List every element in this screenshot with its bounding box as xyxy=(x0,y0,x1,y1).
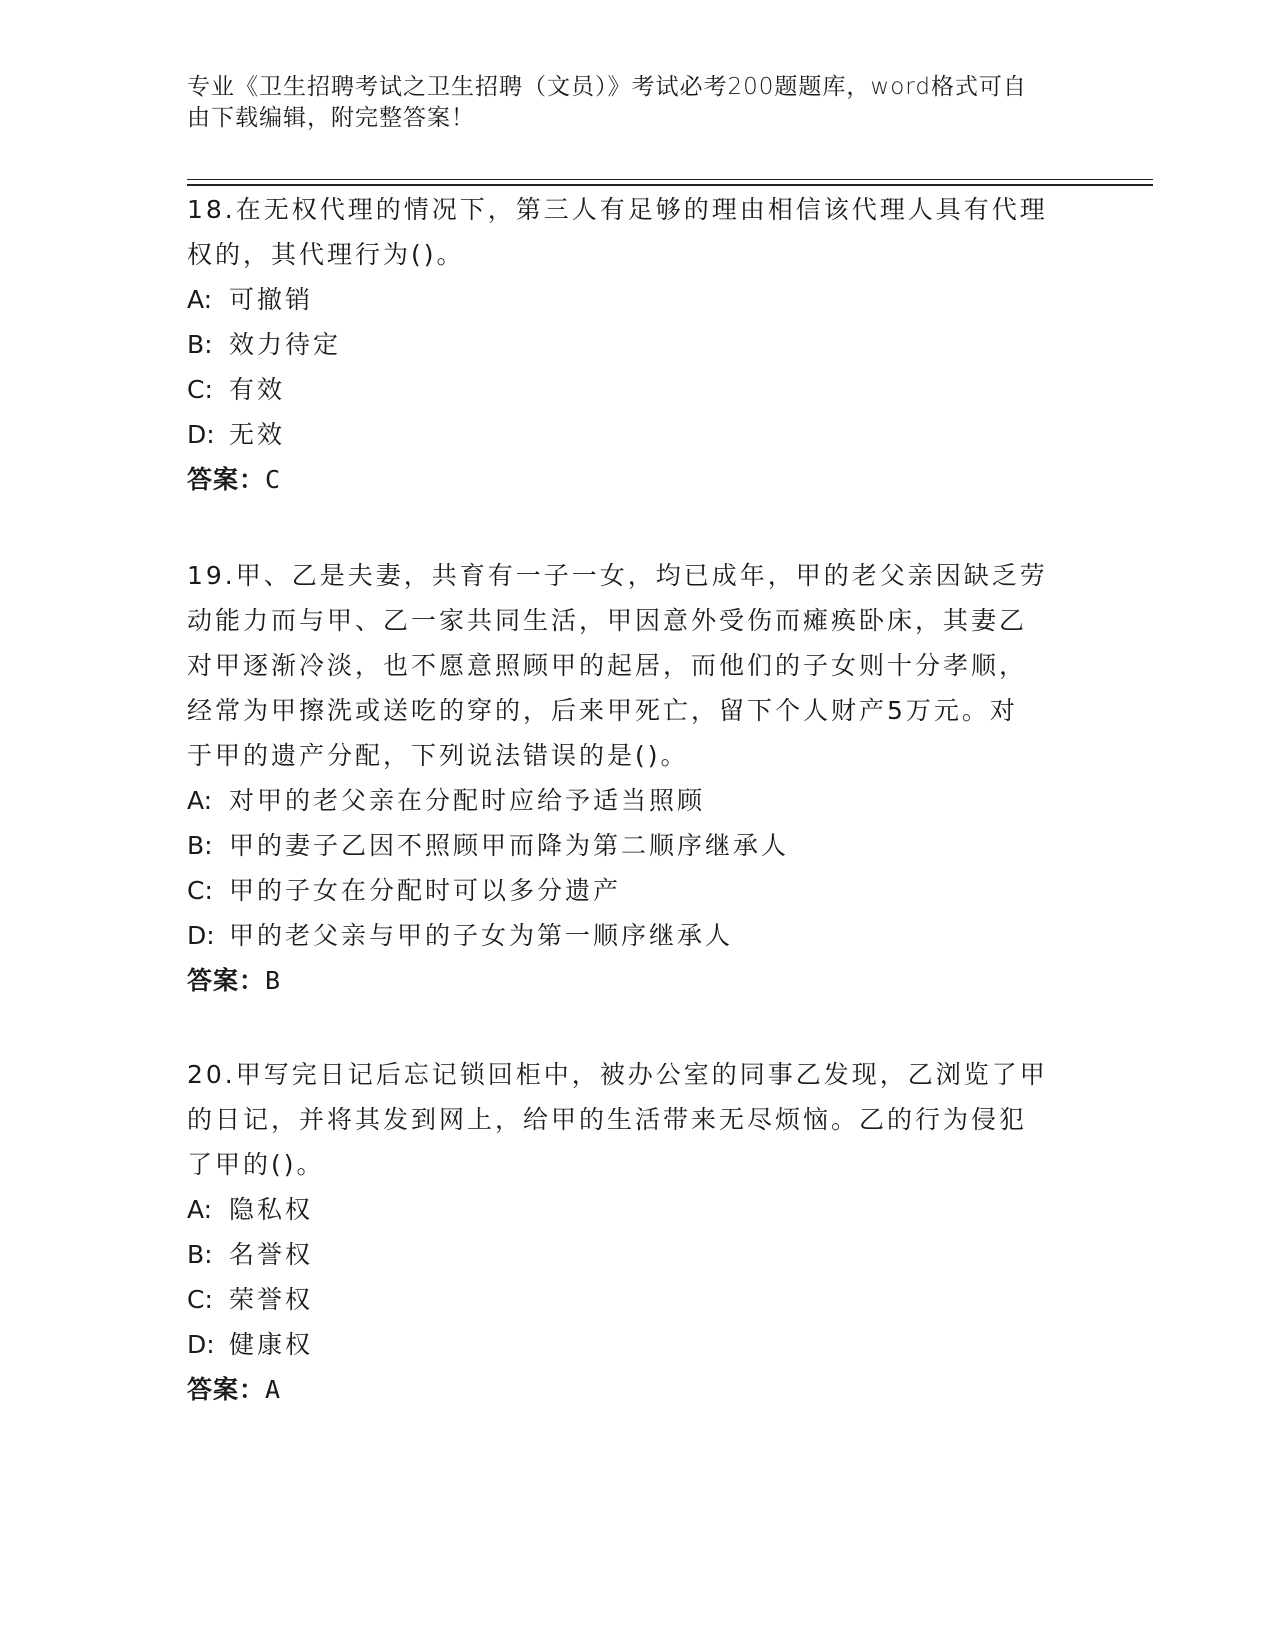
question-18 xyxy=(187,187,1087,502)
question-20 xyxy=(187,1052,1087,1412)
answer-line xyxy=(187,958,1087,1003)
option-text: 荣誉权 xyxy=(229,1285,314,1314)
option-text: 对甲的老父亲在分配时应给予适当照顾 xyxy=(229,786,706,815)
option-c xyxy=(187,1277,1087,1322)
option-key: D: xyxy=(187,420,215,449)
header-divider-thick xyxy=(187,184,1153,186)
option-text: 甲的老父亲与甲的子女为第一顺序继承人 xyxy=(229,921,734,950)
question-stem-line: 19.甲、乙是夫妻，共育有一子一女，均已成年，甲的老父亲因缺乏劳 xyxy=(187,561,1048,590)
question-stem-line: 经常为甲擦洗或送吃的穿的，后来甲死亡，留下个人财产5万元。对 xyxy=(187,696,1018,725)
option-d xyxy=(187,1322,1087,1367)
header-line-2: 由下载编辑，附完整答案！ xyxy=(187,105,475,131)
header-line-1: 专业《卫生招聘考试之卫生招聘（文员）》考试必考200题题库，word格式可自 xyxy=(187,74,1027,100)
option-d xyxy=(187,412,1087,457)
option-c xyxy=(187,367,1087,412)
option-key: B: xyxy=(187,831,213,860)
question-stem-line: 的日记，并将其发到网上，给甲的生活带来无尽烦恼。乙的行为侵犯 xyxy=(187,1105,1028,1134)
option-key: C: xyxy=(187,876,213,905)
option-d xyxy=(187,913,1087,958)
question-stem xyxy=(187,187,1087,277)
question-stem-line: 20.甲写完日记后忘记锁回柜中，被办公室的同事乙发现，乙浏览了甲 xyxy=(187,1060,1048,1089)
option-a xyxy=(187,277,1087,322)
option-key: B: xyxy=(187,1240,213,1269)
option-a xyxy=(187,1187,1087,1232)
answer-line xyxy=(187,457,1087,502)
option-key: D: xyxy=(187,921,215,950)
option-text: 甲的妻子乙因不照顾甲而降为第二顺序继承人 xyxy=(229,831,790,860)
answer-line xyxy=(187,1367,1087,1412)
answer-value: C xyxy=(265,465,282,494)
option-key: A: xyxy=(187,1195,213,1224)
option-b xyxy=(187,1232,1087,1277)
answer-value: B xyxy=(265,966,282,995)
header-divider-thin xyxy=(187,179,1153,180)
option-text: 健康权 xyxy=(229,1330,314,1359)
question-stem-line: 对甲逐渐冷淡，也不愿意照顾甲的起居，而他们的子女则十分孝顺， xyxy=(187,651,1028,680)
option-a xyxy=(187,778,1087,823)
option-b xyxy=(187,823,1087,868)
option-text: 有效 xyxy=(229,375,286,404)
option-key: D: xyxy=(187,1330,215,1359)
option-key: C: xyxy=(187,375,213,404)
answer-label: 答案： xyxy=(187,1375,266,1404)
question-stem-line: 18.在无权代理的情况下，第三人有足够的理由相信该代理人具有代理 xyxy=(187,195,1048,224)
option-text: 甲的子女在分配时可以多分遗产 xyxy=(229,876,622,905)
question-19 xyxy=(187,553,1087,1003)
question-stem-line: 权的，其代理行为()。 xyxy=(187,240,465,269)
question-stem-line: 了甲的()。 xyxy=(187,1150,325,1179)
option-b xyxy=(187,322,1087,367)
option-key: B: xyxy=(187,330,213,359)
option-text: 可撤销 xyxy=(229,285,314,314)
question-stem-line: 动能力而与甲、乙一家共同生活，甲因意外受伤而瘫痪卧床，其妻乙 xyxy=(187,606,1028,635)
option-text: 名誉权 xyxy=(229,1240,314,1269)
option-key: C: xyxy=(187,1285,213,1314)
option-key: A: xyxy=(187,285,213,314)
document-header xyxy=(187,72,1077,134)
option-c xyxy=(187,868,1087,913)
option-text: 无效 xyxy=(229,420,286,449)
answer-label: 答案： xyxy=(187,465,266,494)
answer-value: A xyxy=(265,1375,282,1404)
option-key: A: xyxy=(187,786,213,815)
question-stem-line: 于甲的遗产分配，下列说法错误的是()。 xyxy=(187,741,689,770)
question-stem xyxy=(187,553,1087,778)
answer-label: 答案： xyxy=(187,966,266,995)
option-text: 效力待定 xyxy=(229,330,342,359)
option-text: 隐私权 xyxy=(229,1195,314,1224)
question-stem xyxy=(187,1052,1087,1187)
